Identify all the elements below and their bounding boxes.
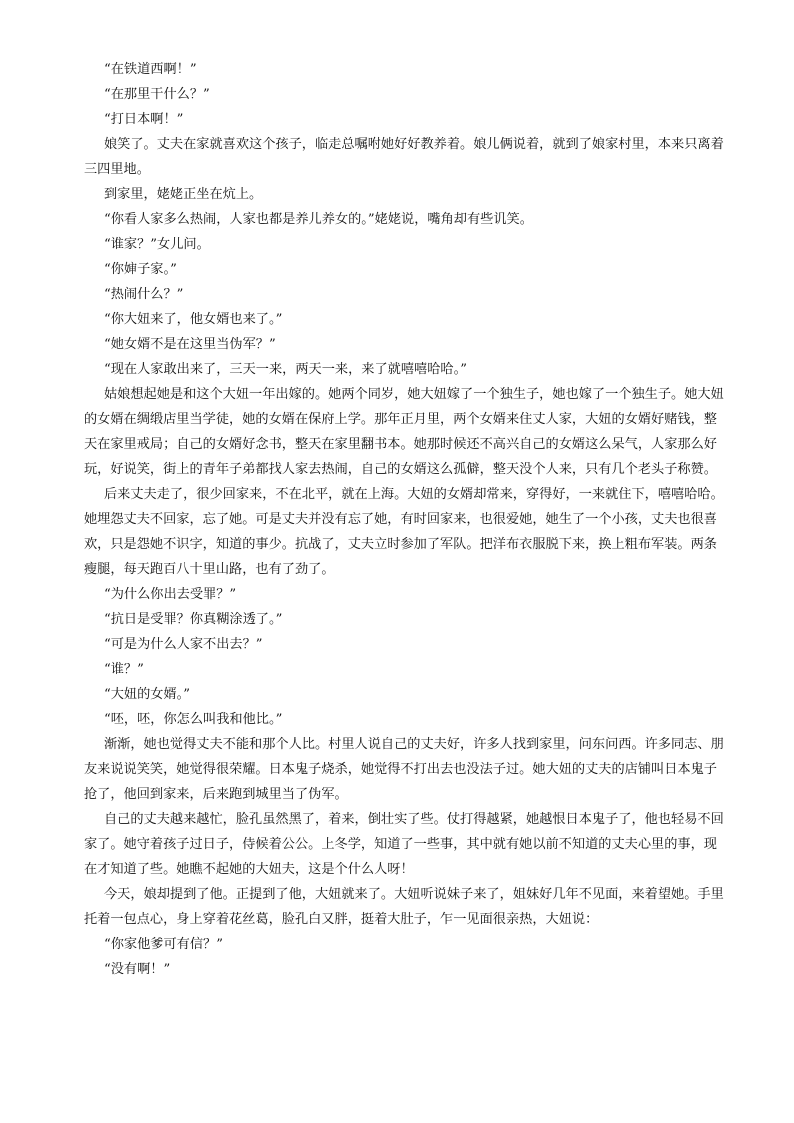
paragraph-6: “你看人家多么热闹，人家也都是养儿养女的。”姥姥说，嘴角却有些讥笑。	[104, 212, 533, 227]
paragraph-16: “抗日是受罪？你真糊涂透了。”	[104, 612, 283, 627]
paragraph-21: 渐渐，她也觉得丈夫不能和那个人比。村里人说自己的丈夫好，许多人找到家里，问东问西。许多同志、朋友来说说笑笑，她觉得很荣耀。日本鬼子烧杀，她觉得不打出去也没法子过。她大妞的丈夫的店铺叫日本鬼子抢了，他回到家来，后来跑到城里当了伪军。	[84, 737, 724, 802]
paragraph-8: “你婶子家。”	[104, 262, 177, 277]
paragraph-12: “现在人家敢出来了，三天一来，两天一来，来了就嘻嘻哈哈。”	[104, 362, 467, 377]
paragraph-5: 到家里，姥姥正坐在炕上。	[104, 187, 263, 202]
paragraph-19: “大妞的女婿。”	[104, 687, 191, 702]
paragraph-13: 姑娘想起她是和这个大妞一年出嫁的。她两个同岁，她大妞嫁了一个独生子，她也嫁了一个独生子。她大妞的女婿在绸缎店里当学徒，她的女婿在保府上学。那年正月里，两个女婿来住丈人家，大妞的女婿好赌钱，整天在家里戒局；自己的女婿好念书，整天在家里翻书本。她那时候还不高兴自己的女婿这么呆气，人家那么好玩，好说笑，街上的青年子弟都找人家去热闹，自己的女婿这么孤僻，整天没个人来，只有几个老头子称赞。	[84, 387, 724, 477]
paragraph-23: 今天，娘却提到了他。正提到了他，大妞就来了。大妞听说妹子来了，姐妹好几年不见面，来着望她。手里托着一包点心，身上穿着花丝葛，脸孔白又胖，挺着大肚子，乍一见面很亲热，大妞说：	[84, 887, 724, 927]
paragraph-25: “没有啊！”	[104, 962, 171, 977]
paragraph-10: “你大妞来了，他女婿也来了。”	[104, 312, 283, 327]
paragraph-4: 娘笑了。丈夫在家就喜欢这个孩子，临走总嘱咐她好好教养着。娘儿俩说着，就到了娘家村里，本来只离着三四里地。	[84, 137, 724, 177]
paragraph-11: “她女婿不是在这里当伪军？”	[104, 337, 276, 352]
paragraph-9: “热闹什么？”	[104, 287, 184, 302]
paragraph-3: “打日本啊！”	[104, 112, 184, 127]
paragraph-24: “你家他爹可有信？”	[104, 937, 223, 952]
paragraph-7: “谁家？”女儿问。	[104, 237, 210, 252]
paragraph-20: “呸，呸，你怎么叫我和他比。”	[104, 712, 283, 727]
paragraph-15: “为什么你出去受罪？”	[104, 587, 237, 602]
paragraph-17: “可是为什么人家不出去？”	[104, 637, 263, 652]
article-body	[84, 57, 726, 982]
paragraph-22: 自己的丈夫越来越忙，脸孔虽然黑了，着来，倒壮实了些。仗打得越紧，她越恨日本鬼子了，他也轻易不回家了。她守着孩子过日子，侍候着公公。上冬学，知道了一些事，其中就有她以前不知道的丈夫心里的事，现在才知道了些。她瞧不起她的大妞夫，这是个什么人呀！	[84, 812, 724, 877]
paragraph-1: “在铁道西啊！”	[104, 62, 197, 77]
paragraph-2: “在那里干什么？”	[104, 87, 210, 102]
paragraph-14: 后来丈夫走了，很少回家来，不在北平，就在上海。大妞的女婿却常来，穿得好，一来就住下，嘻嘻哈哈。她埋怨丈夫不回家，忘了她。可是丈夫并没有忘了她，有时回家来，也很爱她，她生了一个小孩，丈夫也很喜欢，只是怨她不识字，知道的事少。抗战了，丈夫立时参加了军队。把洋布衣服脱下来，换上粗布军装。两条瘦腿，每天跑百八十里山路，也有了劲了。	[84, 487, 724, 577]
paragraph-18: “谁？”	[104, 662, 144, 677]
